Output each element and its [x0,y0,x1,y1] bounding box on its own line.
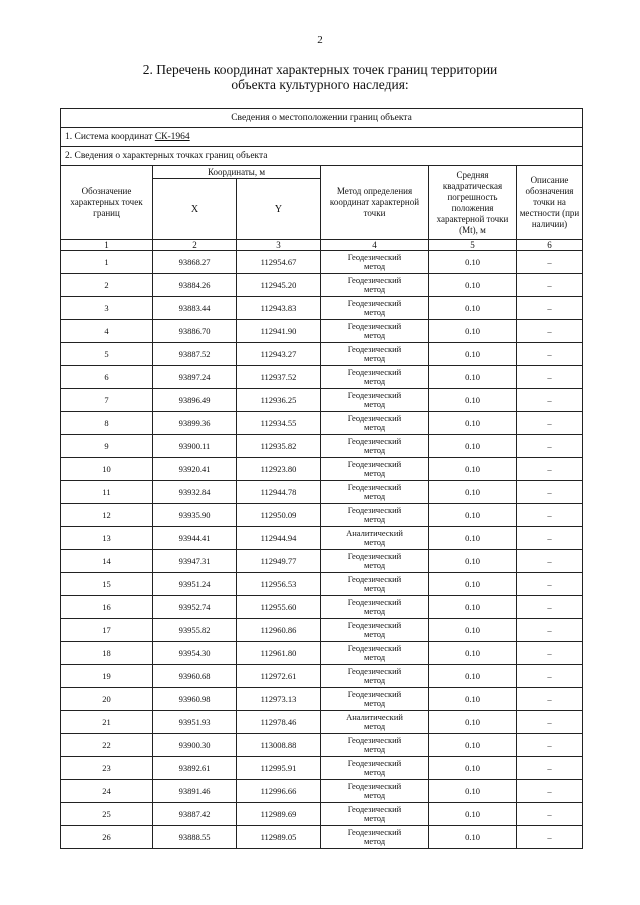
method-type: Геодезический [347,390,402,400]
point-number: 23 [61,757,153,780]
table-row [61,412,583,435]
description-value: – [517,734,583,757]
accuracy-value: 0.10 [429,366,517,389]
point-number: 24 [61,780,153,803]
x-coordinate: 93944.41 [153,527,237,550]
page-title [0,62,640,92]
y-coordinate: 112978.46 [237,711,321,734]
description-value: – [517,665,583,688]
x-coordinate: 93896.49 [153,389,237,412]
y-coordinate: 112935.82 [237,435,321,458]
y-coordinate: 112950.09 [237,504,321,527]
table-row [61,366,583,389]
accuracy-value: 0.10 [429,297,517,320]
point-number: 10 [61,458,153,481]
point-number: 9 [61,435,153,458]
description-value: – [517,297,583,320]
table-row [61,619,583,642]
method-type: Геодезический [347,367,402,377]
method-type: Геодезический [347,666,402,676]
method-type: Геодезический [347,344,402,354]
y-coordinate: 112989.05 [237,826,321,849]
accuracy-value: 0.10 [429,757,517,780]
points-header: 2. Сведения о характерных точках границ объекта [61,147,583,166]
y-coordinate: 112949.77 [237,550,321,573]
accuracy-value: 0.10 [429,504,517,527]
method-cell [321,734,429,757]
y-coordinate: 112934.55 [237,412,321,435]
point-number: 3 [61,297,153,320]
x-coordinate: 93900.30 [153,734,237,757]
x-coordinate: 93952.74 [153,596,237,619]
method-type: Геодезический [347,597,402,607]
table-row [61,435,583,458]
x-coordinate: 93932.84 [153,481,237,504]
method-cell [321,665,429,688]
point-number: 2 [61,274,153,297]
table-row [61,780,583,803]
method-type: Геодезический [347,321,402,331]
point-number: 4 [61,320,153,343]
method-cell [321,826,429,849]
method-type: Геодезический [347,252,402,262]
description-value: – [517,343,583,366]
accuracy-value: 0.10 [429,550,517,573]
point-number: 15 [61,573,153,596]
y-coordinate: 112956.53 [237,573,321,596]
description-value: – [517,826,583,849]
method-cell [321,619,429,642]
description-value: – [517,550,583,573]
accuracy-value: 0.10 [429,665,517,688]
x-coordinate: 93960.68 [153,665,237,688]
point-number: 20 [61,688,153,711]
table-row [61,297,583,320]
point-number: 22 [61,734,153,757]
method-cell [321,412,429,435]
method-type: Геодезический [347,574,402,584]
point-number: 5 [61,343,153,366]
method-cell [321,481,429,504]
accuracy-value: 0.10 [429,343,517,366]
col-header-x: X [153,179,237,240]
description-value: – [517,389,583,412]
method-word: метод [363,399,386,409]
accuracy-value: 0.10 [429,803,517,826]
method-word: метод [363,353,386,363]
method-cell [321,527,429,550]
accuracy-value: 0.10 [429,573,517,596]
method-word: метод [363,813,386,823]
method-type: Геодезический [347,620,402,630]
description-value: – [517,481,583,504]
table-row [61,826,583,849]
point-number: 25 [61,803,153,826]
y-coordinate: 112943.83 [237,297,321,320]
x-coordinate: 93951.93 [153,711,237,734]
table-row [61,504,583,527]
method-cell [321,573,429,596]
method-word: метод [363,560,386,570]
method-type: Геодезический [347,436,402,446]
method-cell [321,757,429,780]
y-coordinate: 112973.13 [237,688,321,711]
table-row [61,688,583,711]
point-number: 13 [61,527,153,550]
x-coordinate: 93891.46 [153,780,237,803]
table-row [61,711,583,734]
y-coordinate: 112937.52 [237,366,321,389]
y-coordinate: 112944.78 [237,481,321,504]
accuracy-value: 0.10 [429,688,517,711]
accuracy-value: 0.10 [429,481,517,504]
description-value: – [517,320,583,343]
col-header-description: Описание обозначения точки на местности (при наличии) [517,166,583,240]
method-type: Геодезический [347,758,402,768]
accuracy-value: 0.10 [429,711,517,734]
title-line-2: объекта культурного наследия: [231,77,409,92]
col-number: 2 [153,240,237,251]
y-coordinate: 112961.80 [237,642,321,665]
method-type: Геодезический [347,781,402,791]
y-coordinate: 112955.60 [237,596,321,619]
method-cell [321,297,429,320]
method-word: метод [363,330,386,340]
method-type: Геодезический [347,551,402,561]
y-coordinate: 112941.90 [237,320,321,343]
method-word: метод [363,422,386,432]
x-coordinate: 93883.44 [153,297,237,320]
description-value: – [517,803,583,826]
col-number: 6 [517,240,583,251]
col-number: 3 [237,240,321,251]
point-number: 21 [61,711,153,734]
y-coordinate: 112996.66 [237,780,321,803]
page-number: 2 [317,34,323,46]
col-number: 4 [321,240,429,251]
method-word: метод [363,629,386,639]
table-row [61,550,583,573]
method-cell [321,803,429,826]
method-type: Геодезический [347,827,402,837]
x-coordinate: 93899.36 [153,412,237,435]
point-number: 14 [61,550,153,573]
description-value: – [517,527,583,550]
y-coordinate: 112989.69 [237,803,321,826]
x-coordinate: 93920.41 [153,458,237,481]
accuracy-value: 0.10 [429,527,517,550]
point-number: 17 [61,619,153,642]
method-cell [321,504,429,527]
method-type: Аналитический [346,712,403,722]
accuracy-value: 0.10 [429,780,517,803]
point-number: 16 [61,596,153,619]
method-word: метод [363,652,386,662]
method-cell [321,550,429,573]
section-header: Сведения о местоположении границ объекта [61,109,583,128]
table-row [61,343,583,366]
coordinate-system-row [61,128,583,147]
method-type: Геодезический [347,413,402,423]
x-coordinate: 93954.30 [153,642,237,665]
method-type: Аналитический [346,528,403,538]
description-value: – [517,780,583,803]
method-word: метод [363,675,386,685]
col-number: 5 [429,240,517,251]
method-cell [321,389,429,412]
method-type: Геодезический [347,459,402,469]
accuracy-value: 0.10 [429,642,517,665]
y-coordinate: 112960.86 [237,619,321,642]
y-coordinate: 112972.61 [237,665,321,688]
x-coordinate: 93887.42 [153,803,237,826]
point-number: 6 [61,366,153,389]
y-coordinate: 112954.67 [237,251,321,274]
col-header-method: Метод определения координат характерной точки [321,166,429,240]
method-word: метод [363,261,386,271]
method-cell [321,366,429,389]
x-coordinate: 93900.11 [153,435,237,458]
point-number: 12 [61,504,153,527]
description-value: – [517,573,583,596]
method-word: метод [363,284,386,294]
point-number: 7 [61,389,153,412]
col-number: 1 [61,240,153,251]
accuracy-value: 0.10 [429,734,517,757]
accuracy-value: 0.10 [429,274,517,297]
method-word: метод [363,537,386,547]
table-row [61,527,583,550]
point-number: 1 [61,251,153,274]
y-coordinate: 112923.80 [237,458,321,481]
table-row [61,803,583,826]
method-word: метод [363,721,386,731]
method-cell [321,711,429,734]
table-row [61,274,583,297]
method-type: Геодезический [347,643,402,653]
method-type: Геодезический [347,275,402,285]
table-row [61,481,583,504]
accuracy-value: 0.10 [429,389,517,412]
method-type: Геодезический [347,804,402,814]
method-type: Геодезический [347,735,402,745]
title-line-1: 2. Перечень координат характерных точек границ территории [142,62,498,77]
method-cell [321,343,429,366]
method-word: метод [363,514,386,524]
x-coordinate: 93897.24 [153,366,237,389]
accuracy-value: 0.10 [429,412,517,435]
table-row [61,320,583,343]
x-coordinate: 93887.52 [153,343,237,366]
method-word: метод [363,606,386,616]
method-cell [321,251,429,274]
description-value: – [517,711,583,734]
method-word: метод [363,491,386,501]
table-row [61,389,583,412]
table-row [61,757,583,780]
accuracy-value: 0.10 [429,320,517,343]
method-cell [321,458,429,481]
description-value: – [517,366,583,389]
method-word: метод [363,445,386,455]
accuracy-value: 0.10 [429,596,517,619]
x-coordinate: 93935.90 [153,504,237,527]
description-value: – [517,688,583,711]
coordinate-system-name: СК-1964 [154,132,190,142]
table-row [61,665,583,688]
method-cell [321,642,429,665]
accuracy-value: 0.10 [429,458,517,481]
description-value: – [517,757,583,780]
method-cell [321,320,429,343]
y-coordinate: 113008.88 [237,734,321,757]
x-coordinate: 93888.55 [153,826,237,849]
x-coordinate: 93951.24 [153,573,237,596]
description-value: – [517,274,583,297]
col-header-accuracy: Средняя квадратическая погрешность положения характерной точки (Mt), м [429,166,517,240]
x-coordinate: 93955.82 [153,619,237,642]
table-row [61,596,583,619]
description-value: – [517,412,583,435]
method-word: метод [363,744,386,754]
accuracy-value: 0.10 [429,826,517,849]
y-coordinate: 112995.91 [237,757,321,780]
method-word: метод [363,836,386,846]
table-row [61,251,583,274]
point-number: 8 [61,412,153,435]
x-coordinate: 93947.31 [153,550,237,573]
coordinates-table [60,108,583,849]
col-header-point: Обозначение характерных точек границ [61,166,153,240]
method-cell [321,596,429,619]
description-value: – [517,458,583,481]
method-type: Геодезический [347,298,402,308]
point-number: 11 [61,481,153,504]
description-value: – [517,596,583,619]
point-number: 18 [61,642,153,665]
method-cell [321,688,429,711]
method-word: метод [363,790,386,800]
method-type: Геодезический [347,689,402,699]
accuracy-value: 0.10 [429,251,517,274]
point-number: 26 [61,826,153,849]
method-word: метод [363,583,386,593]
table-row [61,642,583,665]
description-value: – [517,435,583,458]
table-row [61,734,583,757]
method-word: метод [363,376,386,386]
method-cell [321,780,429,803]
method-cell [321,274,429,297]
coordinate-system-label: 1. Система координат [65,132,155,142]
method-word: метод [363,698,386,708]
accuracy-value: 0.10 [429,619,517,642]
x-coordinate: 93868.27 [153,251,237,274]
description-value: – [517,504,583,527]
method-word: метод [363,767,386,777]
point-number: 19 [61,665,153,688]
y-coordinate: 112943.27 [237,343,321,366]
description-value: – [517,251,583,274]
description-value: – [517,619,583,642]
table-row [61,458,583,481]
method-type: Геодезический [347,505,402,515]
table-row [61,573,583,596]
description-value: – [517,642,583,665]
method-word: метод [363,307,386,317]
method-cell [321,435,429,458]
y-coordinate: 112936.25 [237,389,321,412]
accuracy-value: 0.10 [429,435,517,458]
col-header-y: Y [237,179,321,240]
x-coordinate: 93886.70 [153,320,237,343]
x-coordinate: 93960.98 [153,688,237,711]
method-word: метод [363,468,386,478]
x-coordinate: 93892.61 [153,757,237,780]
x-coordinate: 93884.26 [153,274,237,297]
y-coordinate: 112944.94 [237,527,321,550]
y-coordinate: 112945.20 [237,274,321,297]
method-type: Геодезический [347,482,402,492]
col-header-coords: Координаты, м [153,166,321,179]
